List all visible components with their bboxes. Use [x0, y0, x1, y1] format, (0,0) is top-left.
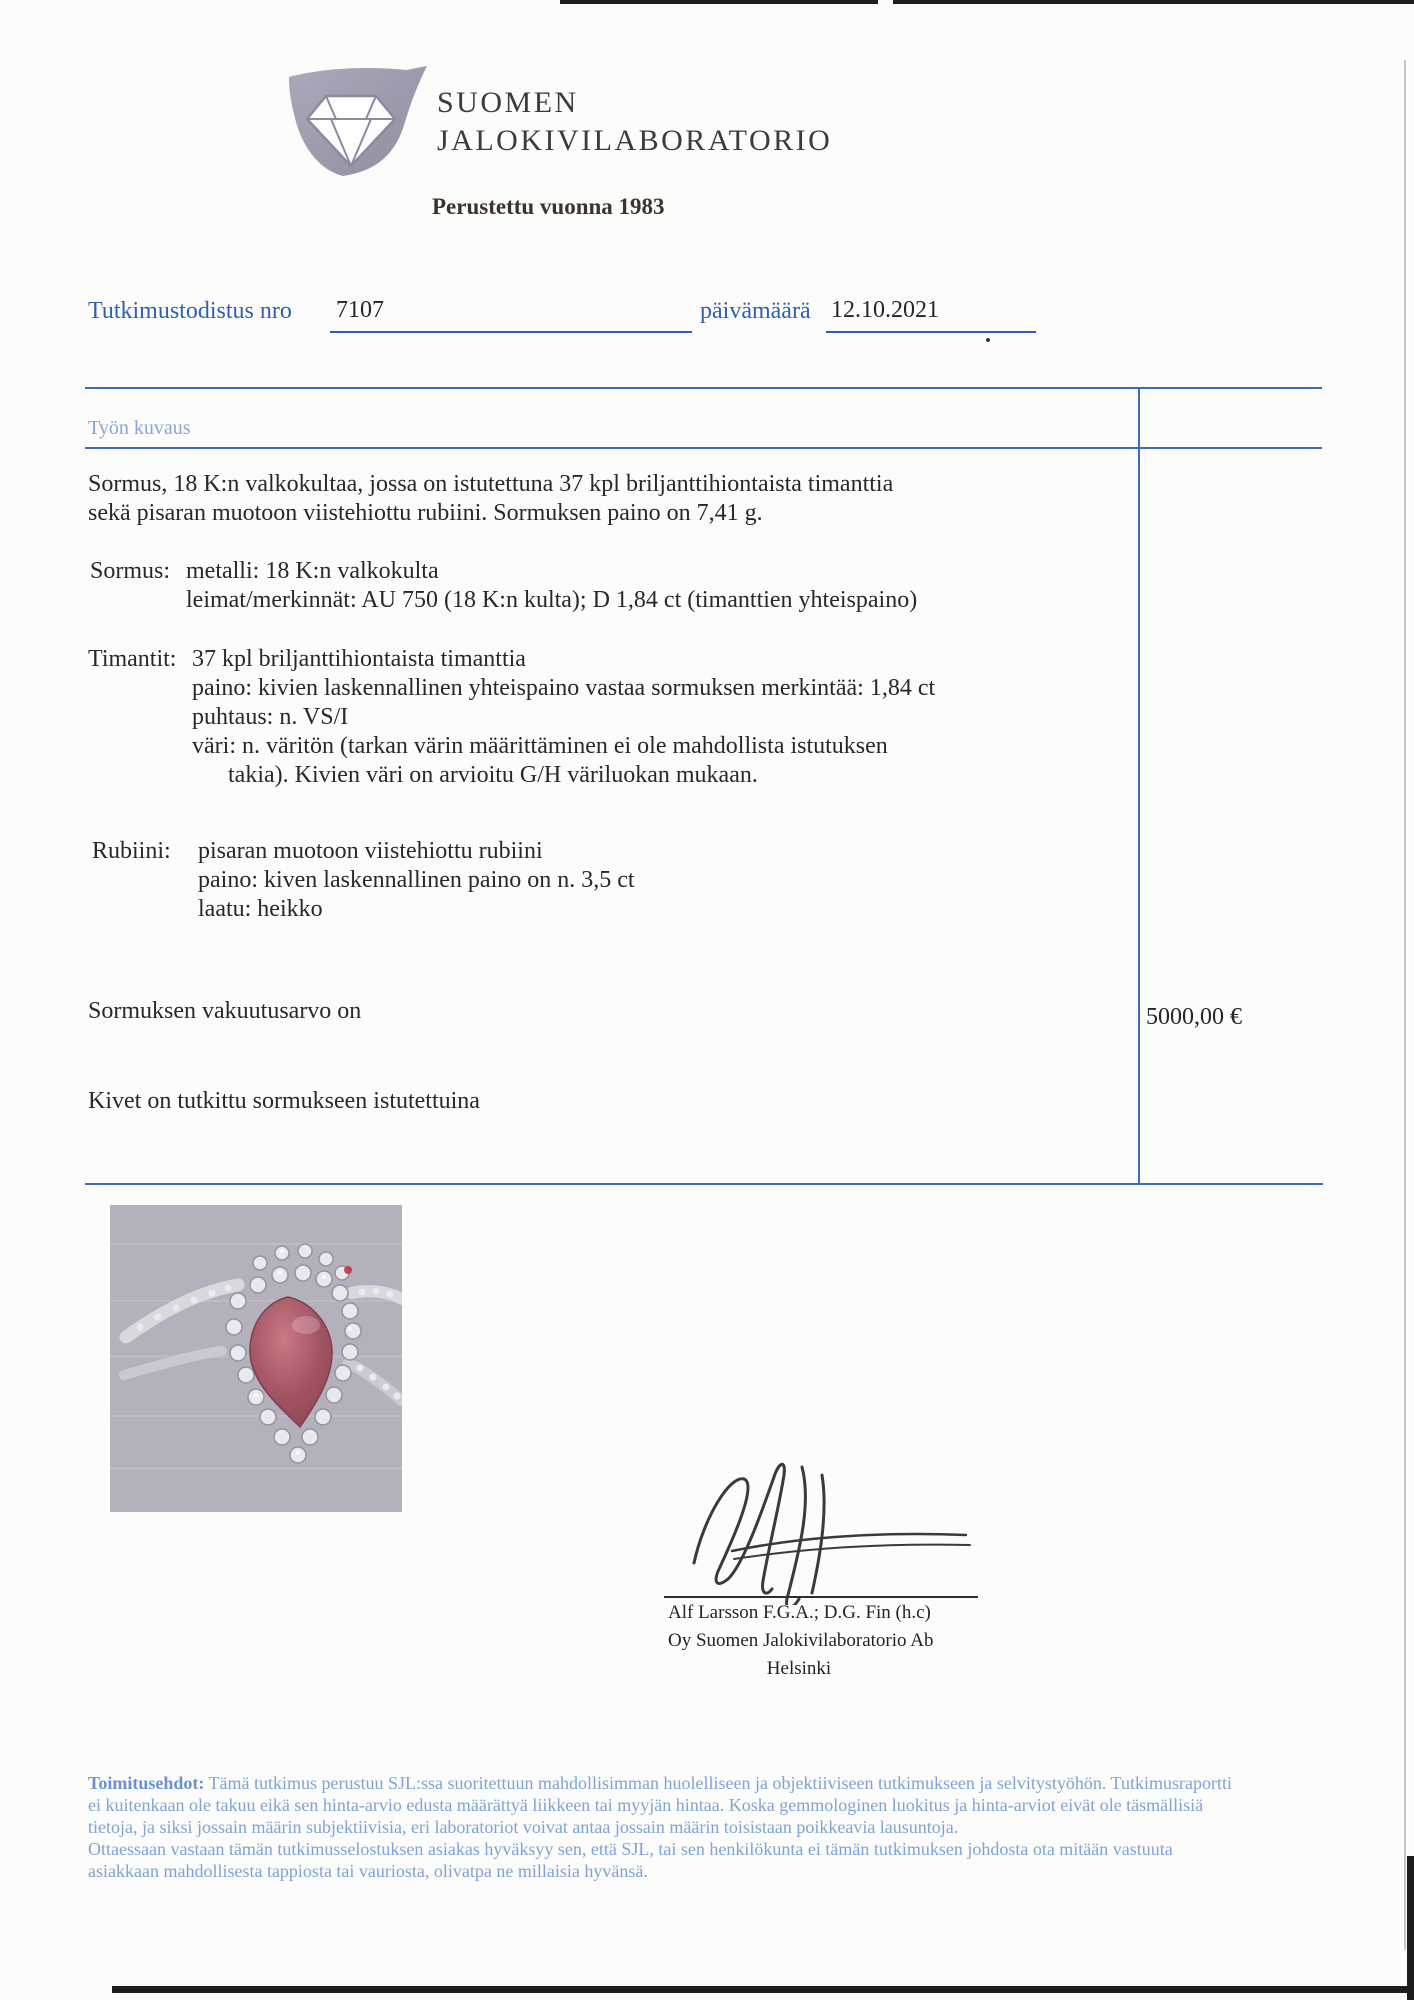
signature-image: [670, 1445, 990, 1605]
scan-artifact-top-line-1: [560, 0, 878, 4]
diamonds-line-2: paino: kivien laskennallinen yhteispaino vastaa sormuksen merkintää: 1,84 ct: [192, 675, 936, 701]
scan-artifact-bottom-line: [112, 1986, 1414, 1993]
signatory-city: Helsinki: [766, 1658, 832, 1679]
description-line-1: Sormus, 18 K:n valkokultaa, jossa on istutettuna 37 kpl briljanttihiontaista timanttia: [88, 471, 894, 497]
table-header-line: [85, 447, 1322, 449]
stones-note: Kivet on tutkittu sormukseen istutettuina: [88, 1088, 480, 1114]
diamonds-line-5: takia). Kivien väri on arvioitu G/H väriluokan mukaan.: [228, 762, 758, 788]
diamonds-label: Timantit:: [88, 646, 177, 672]
ring-label: Sormus:: [90, 558, 171, 584]
date-underline: [826, 331, 1036, 333]
table-top-line: [85, 387, 1322, 389]
scan-artifact-right-edge: [1404, 60, 1406, 1950]
ruby-line-2: paino: kiven laskennallinen paino on n. 3,5 ct: [198, 867, 635, 893]
diamonds-line-4: väri: n. väritön (tarkan värin määrittäminen ei ole mahdollista istutuksen: [192, 733, 888, 759]
terms-line-4: Ottaessaan vastaan tämän tutkimusselostuksen asiakas hyväksyy sen, että SJL, tai sen henkilökunta ei tämän tutkimuksen johdosta ota mitään vastuuta: [88, 1839, 1173, 1859]
insurance-label: Sormuksen vakuutusarvo on: [88, 998, 362, 1024]
description-line-2: sekä pisaran muotoon viistehiottu rubiini. Sormuksen paino on 7,41 g.: [88, 500, 763, 526]
date-value: 12.10.2021: [831, 297, 939, 323]
scan-artifact-top-line-2: [893, 0, 1414, 4]
org-name-line2: JALOKIVILABORATORIO: [437, 124, 833, 157]
cert-number-underline: [330, 331, 692, 333]
work-desc-label: Työn kuvaus: [88, 417, 191, 439]
lab-logo-icon: [278, 62, 434, 178]
signatory-name: Alf Larsson F.G.A.; D.G. Fin (h.c): [668, 1602, 931, 1623]
terms-line-3: tietoja, ja siksi jossain määrin subjektiivisia, eri laboratoriot voivat antaa jossain määrin toisistaan poikkeavia lausuntoja.: [88, 1817, 959, 1837]
ring-photo-image: [110, 1205, 402, 1512]
table-bottom-line: [85, 1183, 1323, 1185]
cert-number-label: Tutkimustodistus nro: [88, 298, 292, 324]
scan-artifact-bottom-right: [1407, 1856, 1414, 2000]
ring-metal-line: metalli: 18 K:n valkokulta: [186, 558, 439, 584]
cert-number-value: 7107: [336, 297, 384, 323]
terms-line-5: asiakkaan mahdollisesta tappiosta tai vauriosta, olivatpa ne millaisia hyvänsä.: [88, 1861, 648, 1881]
terms-label: Toimitusehdot:: [88, 1773, 205, 1793]
insurance-value: 5000,00 €: [1146, 1004, 1242, 1030]
ruby-line-3: laatu: heikko: [198, 896, 323, 922]
diamonds-line-1: 37 kpl briljanttihiontaista timanttia: [192, 646, 526, 672]
stray-dot: [986, 338, 990, 342]
ring-marks-line: leimat/merkinnät: AU 750 (18 K:n kulta); D 1,84 ct (timanttien yhteispaino): [186, 587, 918, 613]
date-label: päivämäärä: [700, 298, 811, 324]
signature-rule: [664, 1596, 978, 1598]
org-name-line1: SUOMEN: [437, 86, 579, 119]
ruby-label: Rubiini:: [92, 838, 171, 864]
ring-photo: [110, 1205, 402, 1512]
signatory-company: Oy Suomen Jalokivilaboratorio Ab: [668, 1630, 934, 1651]
founded-text: Perustettu vuonna 1983: [432, 194, 665, 219]
table-vertical-line: [1138, 387, 1140, 1185]
terms-line-2: ei kuitenkaan ole takuu eikä sen hinta-arvio edusta määrättyä liikkeen tai myyjän hintaa. Koska gemmologinen luokitus ja hinta-arviot eivät ole täsmällisiä: [88, 1795, 1204, 1815]
ruby-line-1: pisaran muotoon viistehiottu rubiini: [198, 838, 543, 864]
terms-line-1: Toimitusehdot: Tämä tutkimus perustuu SJL:ssa suoritettuun mahdollisimman huolelliseen ja objektiiviseen tutkimukseen ja selvitystyöhön. Tutkimusraportti: [88, 1773, 1232, 1793]
diamonds-line-3: puhtaus: n. VS/I: [192, 704, 349, 730]
